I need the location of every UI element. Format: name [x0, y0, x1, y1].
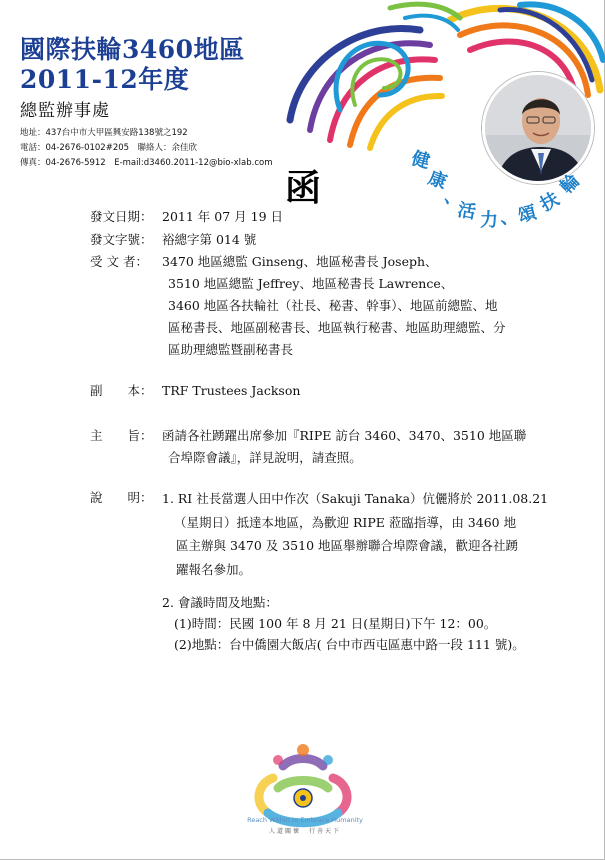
address-text: 地址：437台中市大甲區興安路138號之192: [20, 128, 188, 138]
slogan-char: 輪: [556, 170, 584, 198]
subject-line: 函請各社踴躍出席參加『RIPE 訪台 3460、3470、3510 地區聯: [162, 428, 527, 443]
ref-value: 裕總字第 014 號: [162, 232, 257, 247]
slogan-char: 扶: [536, 188, 563, 216]
slogan-char: 康: [425, 167, 450, 194]
district-title: 國際扶輪3460地區: [20, 35, 245, 64]
motto-english: Reach Within to Embrace Humanity: [247, 816, 363, 824]
slogan-char: 、: [442, 185, 466, 211]
recipient-line: 3510 地區總監 Jeffrey、地區秘書長 Lawrence、: [168, 276, 454, 291]
recipient-list: [162, 251, 506, 361]
recipient-line: 3470 地區總監 Ginseng、地區秘書長 Joseph、: [162, 254, 438, 269]
meeting-venue: (2)地點：台中僑園大飯店( 台中市西屯區惠中路一段 111 號)。: [174, 637, 525, 652]
slogan-char: 、: [499, 206, 520, 229]
meeting-time: (1)時間：民國 100 年 8 月 21 日(星期日)下午 12：00。: [174, 616, 497, 631]
motto-chinese: 人道關懷 行善天下: [268, 828, 341, 835]
document-type: 函: [285, 167, 322, 209]
explanation-line: 區主辦與 3470 及 3510 地區舉辦聯合埠際會議，歡迎各社踴: [176, 538, 519, 553]
slogan-char: 健: [409, 147, 433, 173]
explanation-line: 躍報名參加。: [176, 561, 252, 577]
explanation-label: 說 明：: [90, 490, 153, 505]
subject-text: [162, 425, 526, 469]
governor-photo: [482, 72, 594, 184]
subject-label: 主 旨：: [90, 428, 153, 443]
year-title: 2011-12年度: [20, 65, 190, 94]
office-name: 總監辦事處: [20, 101, 110, 121]
ref-label: 發文字號：: [90, 232, 153, 247]
slogan-char: 頌: [515, 201, 539, 227]
explanation-line: 1. RI 社長當選人田中作次（Sakuji Tanaka）伉儷將於 2011.08.21: [162, 491, 549, 506]
recipient-label: 受 文 者：: [90, 254, 148, 269]
explanation-item-1: [162, 487, 548, 581]
fax-email-text: 傳真：04-2676-5912 E-mail:d3460.2011-12@bio-xlab.com: [20, 158, 273, 168]
phone-contact-text: 電話：04-2676-0102#205 聯絡人：余佳欣: [20, 143, 198, 153]
slogan-char: 力: [480, 210, 498, 231]
date-value: 2011 年 07 月 19 日: [162, 209, 283, 224]
recipient-line: 區助理總監暨副秘書長: [168, 342, 294, 357]
recipient-line: 3460 地區各扶輪社（社長、秘書、幹事）、地區前總監、地: [168, 298, 498, 313]
meeting-info-title: 2. 會議時間及地點：: [162, 595, 278, 610]
subject-line: 合埠際會議』，詳見說明，請查照。: [168, 450, 362, 465]
explanation-line: （星期日）抵達本地區，為歡迎 RIPE 蒞臨指導，由 3460 地: [174, 514, 517, 530]
recipient-line: 區秘書長、地區副秘書長、地區執行秘書、地區助理總監、分: [168, 320, 506, 335]
cc-label: 副 本：: [90, 383, 153, 398]
date-label: 發文日期：: [90, 209, 153, 224]
slogan-char: 活: [456, 199, 478, 224]
cc-value: TRF Trustees Jackson: [162, 383, 301, 398]
